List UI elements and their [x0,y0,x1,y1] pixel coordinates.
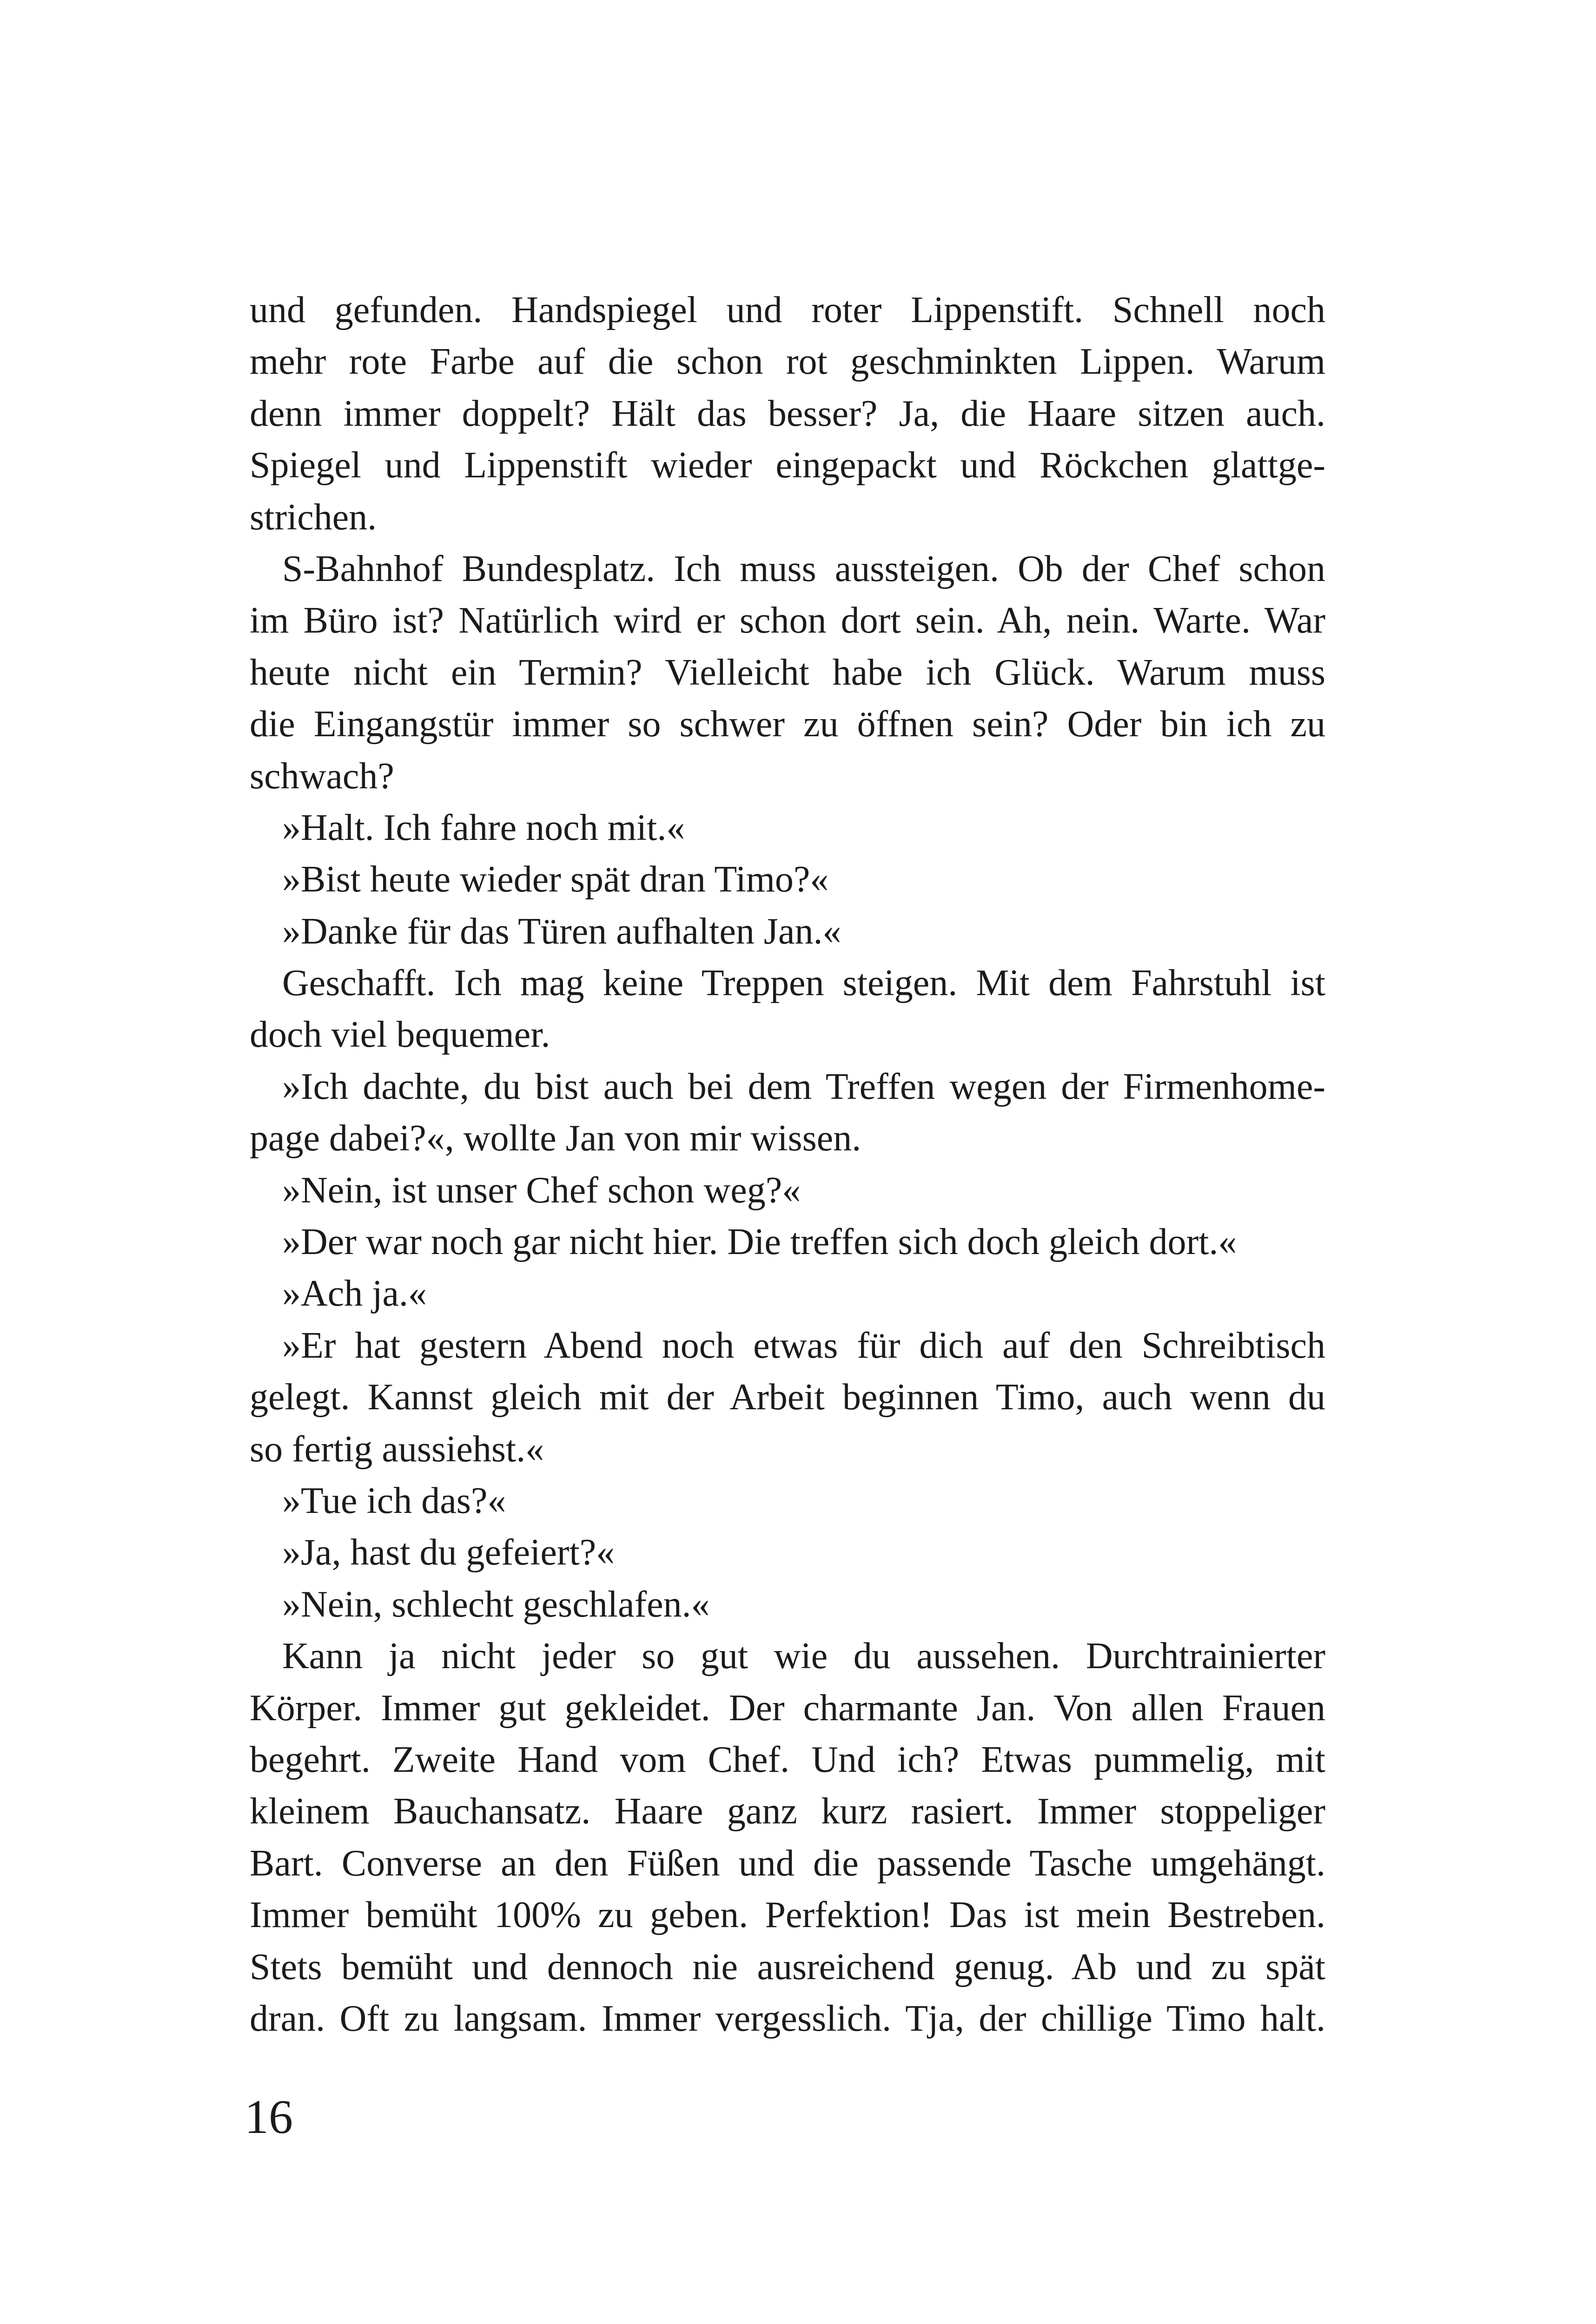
text-line: Geschafft. Ich mag keine Treppen steigen. Mit dem Fahrstuhl ist [282,963,1325,1004]
text-line: S-Bahnhof Bundesplatz. Ich muss aussteigen. Ob der Chef schon [282,548,1325,589]
text-line: dran. Oft zu langsam. Immer vergesslich. Tja, der chillige Timo halt. [250,1998,1325,2039]
text-line: und gefunden. Handspiegel und roter Lippenstift. Schnell noch [250,290,1325,330]
page-number: 16 [245,2090,293,2144]
text-line: begehrt. Zweite Hand vom Chef. Und ich? Etwas pummelig, mit [250,1739,1325,1780]
text-line: mehr rote Farbe auf die schon rot geschminkten Lippen. Warum [250,341,1325,383]
text-line: Bart. Converse an den Füßen und die passende Tasche umgehängt. [250,1842,1325,1884]
text-line: »Der war noch gar nicht hier. Die treffen sich doch gleich dort.« [282,1221,1237,1263]
text-line: Spiegel und Lippenstift wieder eingepackt und Röckchen glattge- [250,445,1325,486]
text-line: denn immer doppelt? Hält das besser? Ja, die Haare sitzen auch. [250,393,1325,434]
text-line: im Büro ist? Natürlich wird er schon dort sein. Ah, nein. Warte. War [250,600,1325,641]
text-line: »Ja, hast du gefeiert?« [282,1532,615,1573]
text-line: »Ich dachte, du bist auch bei dem Treffen wegen der Firmenhome- [282,1066,1325,1107]
text-line: »Er hat gestern Abend noch etwas für dich auf den Schreibtisch [282,1325,1325,1366]
text-line: doch viel bequemer. [250,1014,550,1056]
text-line: page dabei?«, wollte Jan von mir wissen. [250,1118,861,1159]
text-line: Körper. Immer gut gekleidet. Der charmante Jan. Von allen Frauen [250,1687,1325,1729]
text-line: »Danke für das Türen aufhalten Jan.« [282,911,841,952]
text-line: schwach? [250,755,394,797]
body-text [250,284,1325,2045]
text-line: »Nein, schlecht geschlafen.« [282,1584,710,1625]
text-line: Immer bemüht 100% zu geben. Perfektion! Das ist mein Bestreben. [250,1895,1325,1936]
text-line: »Tue ich das?« [282,1480,506,1521]
text-line: »Nein, ist unser Chef schon weg?« [282,1169,801,1211]
text-line: Stets bemüht und dennoch nie ausreichend genug. Ab und zu spät [250,1946,1325,1987]
text-line: gelegt. Kannst gleich mit der Arbeit beginnen Timo, auch wenn du [250,1377,1325,1418]
text-line: kleinem Bauchansatz. Haare ganz kurz rasiert. Immer stoppeliger [250,1791,1325,1832]
text-line: »Halt. Ich fahre noch mit.« [282,807,685,848]
text-line: die Eingangstür immer so schwer zu öffnen sein? Oder bin ich zu [250,704,1325,745]
text-line: »Ach ja.« [282,1273,427,1314]
text-line: strichen. [250,496,377,538]
text-line: Kann ja nicht jeder so gut wie du aussehen. Durchtrainierter [282,1636,1325,1677]
text-line: »Bist heute wieder spät dran Timo?« [282,859,829,900]
text-line: heute nicht ein Termin? Vielleicht habe ich Glück. Warum muss [250,652,1325,693]
text-line: so fertig aussiehst.« [250,1428,544,1470]
